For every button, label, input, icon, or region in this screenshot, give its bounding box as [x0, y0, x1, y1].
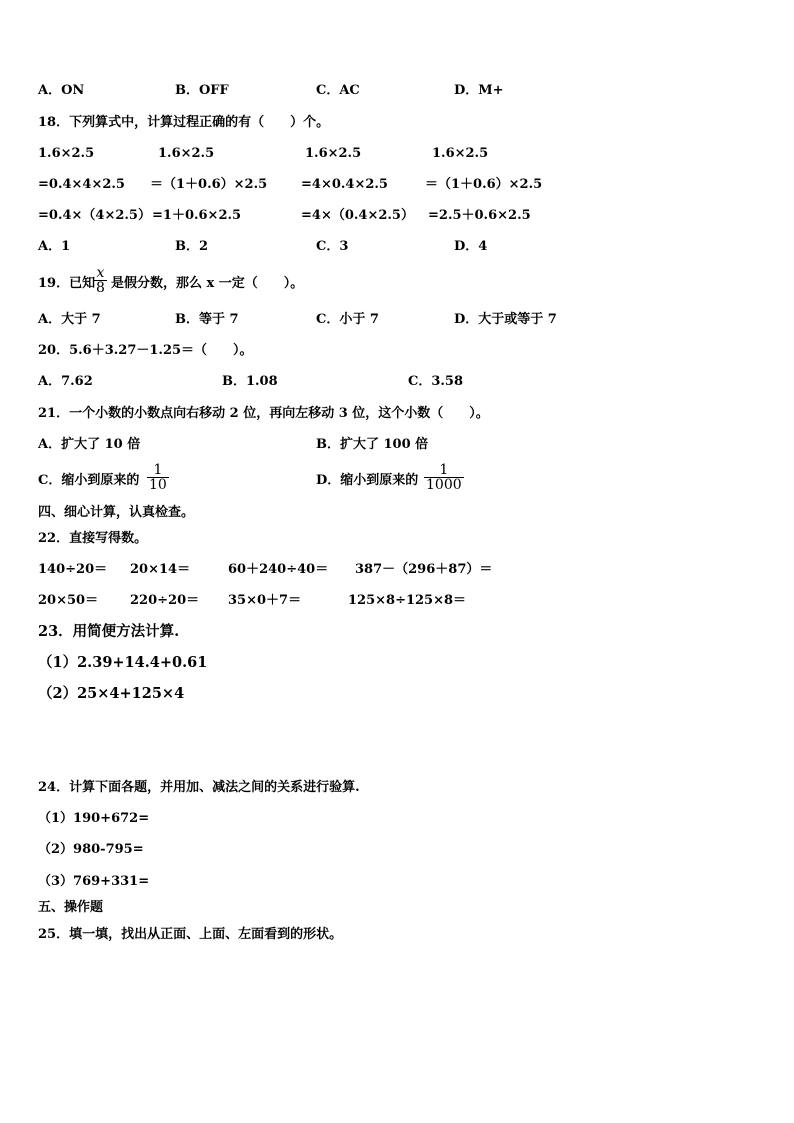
q24-item-3: （3）769+331= [38, 874, 150, 889]
q19-option-c: C．小于 7 [316, 312, 379, 327]
q23-stem: 23．用简便方法计算. [38, 623, 180, 640]
q22-r2-c4: 125×8÷125×8＝ [348, 593, 467, 608]
q18-option-c: C．3 [316, 239, 349, 254]
q20-option-c: C．3.58 [408, 374, 464, 389]
q21-option-c-denominator: 10 [149, 477, 167, 493]
q18-option-d: D．4 [454, 239, 488, 254]
q19-prefix: 19．已知 [38, 276, 96, 291]
q18-option-a: A．1 [38, 239, 71, 254]
q21-stem: 21．一个小数的小数点向右移动 2 位，再向左移动 3 位，这个小数（ ）。 [38, 406, 489, 421]
q21-option-d-fraction [424, 463, 464, 492]
q18-col2-line3: =1＋0.6×2.5 [152, 208, 242, 223]
q24-stem: 24．计算下面各题，并用加、减法之间的关系进行验算. [38, 780, 360, 795]
q21-option-a: A．扩大了 10 倍 [38, 437, 141, 452]
q22-r1-c1: 140÷20＝ [38, 562, 108, 577]
q22-r1-c3: 60＋240÷40＝ [228, 562, 329, 577]
q19-option-a: A．大于 7 [38, 312, 101, 327]
q19-suffix: 是假分数，那么 x 一定（ ）。 [111, 276, 304, 291]
section-4-heading: 四、细心计算，认真检查。 [38, 505, 195, 520]
q21-option-c: C．缩小到原来的 [38, 473, 140, 488]
q21-option-c-fraction [147, 463, 169, 492]
q22-r1-c2: 20×14＝ [130, 562, 191, 577]
q21-option-c-numerator: 1 [153, 462, 163, 478]
q18-col3-line2: =4×0.4×2.5 [301, 177, 388, 192]
q19-option-b: B．等于 7 [175, 312, 239, 327]
q23-item-1: （1）2.39+14.4+0.61 [38, 654, 208, 671]
q18-col3-line1: 1.6×2.5 [305, 146, 362, 161]
q17-option-a: A．ON [38, 83, 85, 98]
q18-col4-line2: ＝（1＋0.6）×2.5 [425, 177, 543, 192]
q24-item-1: （1）190+672= [38, 811, 150, 826]
q19-fraction [94, 266, 107, 295]
q19-option-d: D．大于或等于 7 [454, 312, 557, 327]
q19-fraction-numerator: x [96, 265, 105, 281]
q18-col4-line1: 1.6×2.5 [432, 146, 489, 161]
q17-option-c: C．AC [316, 83, 360, 98]
q20-stem: 20．5.6＋3.27－1.25＝（ ）。 [38, 343, 253, 358]
q22-r2-c2: 220÷20＝ [130, 593, 200, 608]
q21-option-d-denominator: 1000 [426, 477, 462, 493]
q21-option-d: D．缩小到原来的 [316, 473, 419, 488]
q17-option-b: B．OFF [175, 83, 229, 98]
q22-stem: 22．直接写得数。 [38, 531, 148, 546]
q22-r2-c1: 20×50＝ [38, 593, 99, 608]
q18-col3-line3: =4×（0.4×2.5） [301, 208, 414, 223]
q18-col1-line2: =0.4×4×2.5 [38, 177, 125, 192]
q17-option-d: D．M+ [454, 83, 504, 98]
q20-option-a: A．7.62 [38, 374, 93, 389]
q20-option-b: B．1.08 [222, 374, 278, 389]
q18-col1-line1: 1.6×2.5 [38, 146, 95, 161]
q24-item-2: （2）980-795= [38, 842, 144, 857]
q22-r2-c3: 35×0＋7＝ [228, 593, 302, 608]
q23-item-2: （2）25×4+125×4 [38, 685, 185, 702]
q18-col1-line3: =0.4×（4×2.5） [38, 208, 151, 223]
q22-r1-c4: 387－（296＋87）＝ [355, 562, 493, 577]
q19-fraction-denominator: 8 [96, 280, 105, 296]
q18-col2-line1: 1.6×2.5 [158, 146, 215, 161]
q25-stem: 25．填一填，找出从正面、上面、左面看到的形状。 [38, 927, 343, 942]
q21-option-d-numerator: 1 [439, 462, 449, 478]
q21-option-b: B．扩大了 100 倍 [316, 437, 429, 452]
q18-stem: 18．下列算式中，计算过程正确的有（ ）个。 [38, 115, 330, 130]
q18-col2-line2: ＝（1＋0.6）×2.5 [150, 177, 268, 192]
q18-option-b: B．2 [175, 239, 209, 254]
q18-col4-line3: =2.5＋0.6×2.5 [428, 208, 531, 223]
section-5-heading: 五、操作题 [38, 900, 104, 915]
